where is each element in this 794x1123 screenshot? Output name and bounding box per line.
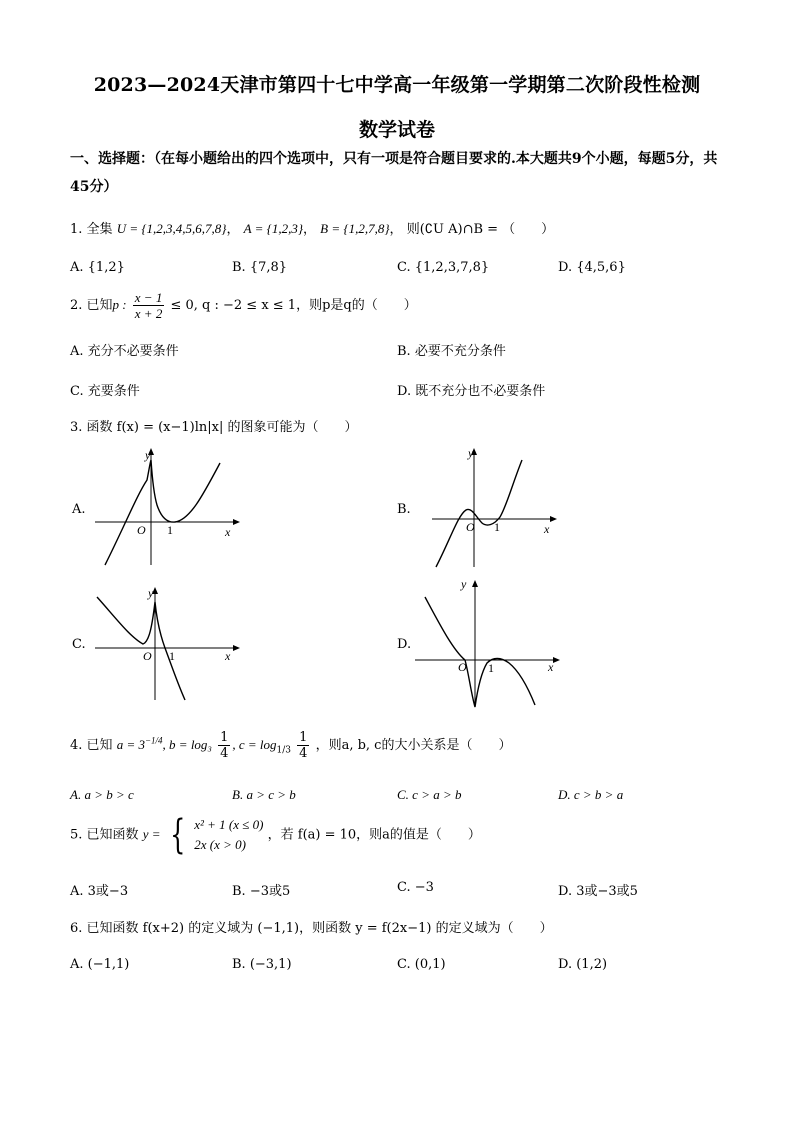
q3-option-b-label[interactable]: B. bbox=[397, 502, 411, 517]
question-3: 3. 函数 f(x) = (x−1)ln|x| 的图象可能为（ ） bbox=[70, 420, 358, 435]
axis-x-label: x bbox=[225, 649, 231, 663]
q1-set-a: A = {1,2,3} bbox=[243, 221, 304, 236]
q6-option-c[interactable]: C. (0,1) bbox=[397, 957, 446, 972]
tick-one-label: 1 bbox=[167, 523, 173, 537]
q4-c-frac-num: 1 bbox=[299, 730, 308, 745]
axis-y-label: y bbox=[461, 577, 467, 591]
question-2 bbox=[70, 290, 417, 321]
q1-option-d[interactable]: D. {4,5,6} bbox=[558, 260, 626, 275]
q1-universal-set: U = {1,2,3,4,5,6,7,8} bbox=[116, 221, 227, 236]
q5-option-a[interactable]: A. 3或−3 bbox=[70, 884, 129, 899]
q1-ask: 则(∁U A)∩B = （ ） bbox=[406, 222, 555, 237]
q1-set-b: B = {1,2,7,8} bbox=[320, 221, 390, 236]
q3-graph-c[interactable] bbox=[95, 582, 240, 702]
q5-y: y = bbox=[142, 826, 161, 842]
origin-label: O bbox=[137, 523, 146, 537]
q1-number: 1. 全集 bbox=[70, 222, 113, 237]
question-1: 1. 全集 U = {1,2,3,4,5,6,7,8}， A = {1,2,3}， B = {1,2,7,8}， 则(∁U A)∩B = （ ） bbox=[70, 221, 555, 237]
q2-frac-denominator: x + 2 bbox=[134, 306, 163, 321]
q4-c-fraction bbox=[297, 730, 309, 761]
q5-option-c[interactable]: C. −3 bbox=[397, 880, 434, 895]
q2-p-label: p : bbox=[112, 297, 127, 312]
exam-title: 2023—2024天津市第四十七中学高一年级第一学期第二次阶段性检测 bbox=[93, 74, 701, 96]
axis-x-label: x bbox=[225, 525, 231, 539]
q4-c-frac-den: 4 bbox=[299, 746, 308, 761]
q4-b-frac-den: 4 bbox=[220, 746, 229, 761]
q4-a-base: a = 3 bbox=[116, 737, 145, 752]
q2-option-a[interactable]: A. 充分不必要条件 bbox=[70, 344, 179, 359]
q2-option-d[interactable]: D. 既不充分也不必要条件 bbox=[397, 384, 546, 399]
axis-y-label: y bbox=[148, 586, 154, 600]
tick-one-label: 1 bbox=[494, 520, 500, 534]
q2-option-b[interactable]: B. 必要不充分条件 bbox=[397, 344, 506, 359]
axis-y-label: y bbox=[145, 448, 151, 462]
question-5 bbox=[70, 812, 481, 858]
q5-prefix: 5. 已知函数 bbox=[70, 827, 139, 843]
q4-option-a[interactable]: A. a > b > c bbox=[70, 787, 134, 802]
axis-x-label: x bbox=[544, 522, 550, 536]
q2-fraction bbox=[133, 290, 165, 321]
tick-one-label: 1 bbox=[488, 661, 494, 675]
q5-brace: { bbox=[169, 812, 185, 858]
q4-ask: ，则a, b, c的大小关系是（ ） bbox=[315, 738, 512, 753]
origin-label: O bbox=[466, 520, 475, 534]
q4-b-log: , b = log₃ bbox=[162, 737, 212, 752]
q3-option-a-label[interactable]: A. bbox=[72, 502, 86, 517]
q2-option-c[interactable]: C. 充要条件 bbox=[70, 384, 140, 399]
origin-label: O bbox=[458, 660, 467, 674]
q4-option-c[interactable]: C. c > a > b bbox=[397, 787, 462, 802]
q4-prefix: 4. 已知 bbox=[70, 738, 113, 753]
q4-b-fraction bbox=[218, 730, 230, 761]
q3-option-c-label[interactable]: C. bbox=[72, 637, 86, 652]
section-heading: 一、选择题：（在每小题给出的四个选项中，只有一项是符合题目要求的.本大题共9个小题，每题5分，共45分） bbox=[70, 151, 718, 195]
question-6: 6. 已知函数 f(x+2) 的定义域为 (−1,1)，则函数 y = f(2x−1) 的定义域为（ ） bbox=[70, 921, 553, 936]
q3-option-d-label[interactable]: D. bbox=[397, 637, 412, 652]
q2-prefix: 2. 已知 bbox=[70, 298, 113, 313]
q3-graph-d[interactable] bbox=[415, 575, 560, 710]
q6-option-d[interactable]: D. (1,2) bbox=[558, 957, 608, 972]
question-4 bbox=[70, 730, 511, 761]
q1-option-b[interactable]: B. {7,8} bbox=[232, 260, 288, 275]
q3-graph-b[interactable] bbox=[432, 445, 557, 570]
q5-option-d[interactable]: D. 3或−3或5 bbox=[558, 884, 638, 899]
exam-subtitle: 数学试卷 bbox=[358, 119, 435, 141]
tick-one-label: 1 bbox=[169, 649, 175, 663]
q2-frac-numerator: x − 1 bbox=[134, 290, 163, 305]
q5-cases bbox=[194, 815, 263, 855]
q6-option-b[interactable]: B. (−3,1) bbox=[232, 957, 292, 972]
q5-ask: ，若 f(a) = 10，则a的值是（ ） bbox=[267, 827, 481, 843]
q3-graph-a[interactable] bbox=[95, 445, 240, 567]
q4-a-exponent: −1/4 bbox=[144, 735, 163, 746]
q4-c-log: , c = log bbox=[232, 737, 277, 752]
q5-case-1: x² + 1 (x ≤ 0) bbox=[194, 817, 264, 832]
q1-option-c[interactable]: C. {1,2,3,7,8} bbox=[397, 260, 490, 275]
q4-option-d[interactable]: D. c > b > a bbox=[558, 787, 624, 802]
q5-option-b[interactable]: B. −3或5 bbox=[232, 884, 291, 899]
q6-option-a[interactable]: A. (−1,1) bbox=[70, 957, 130, 972]
q5-case-2: 2x (x > 0) bbox=[194, 837, 246, 852]
q2-rest: ≤ 0, q : −2 ≤ x ≤ 1，则p是q的（ ） bbox=[170, 298, 417, 313]
q1-option-a[interactable]: A. {1,2} bbox=[70, 260, 125, 275]
q4-c-base: 1/3 bbox=[276, 745, 292, 756]
origin-label: O bbox=[143, 649, 152, 663]
axis-x-label: x bbox=[548, 660, 554, 674]
q4-b-frac-num: 1 bbox=[220, 730, 229, 745]
axis-y-label: y bbox=[468, 446, 474, 460]
q4-option-b[interactable]: B. a > c > b bbox=[232, 787, 296, 802]
